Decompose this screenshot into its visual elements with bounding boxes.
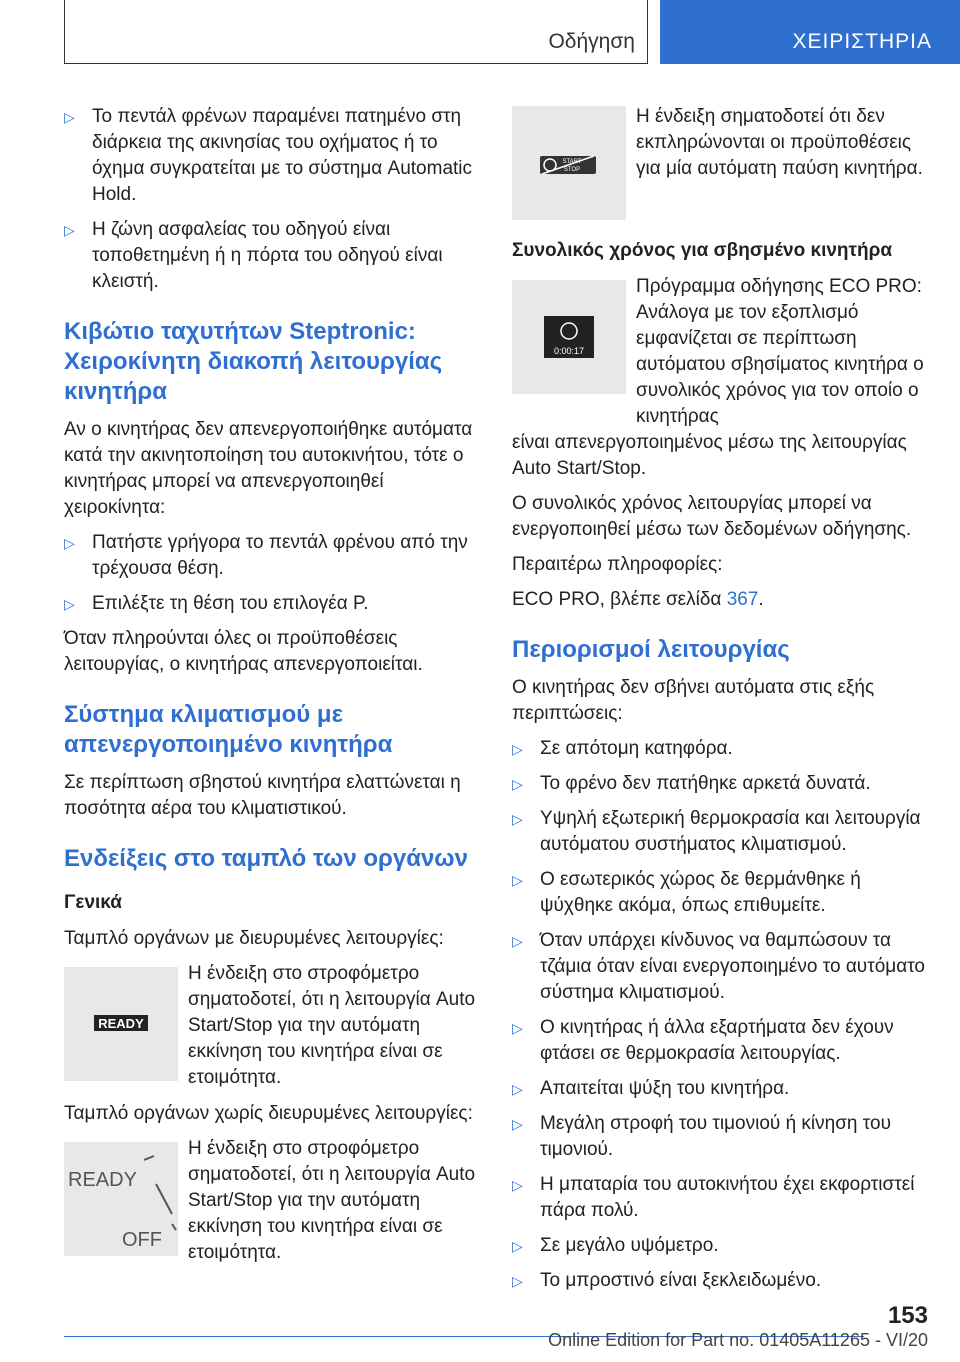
right-column (512, 104, 928, 1303)
ready-indicator-image (64, 967, 178, 1081)
figure-autostart-off (512, 104, 928, 218)
heading-general: Γενικά (64, 892, 122, 913)
paragraph: Ταμπλό οργάνων με διευρυμένες λειτουργίες: (64, 928, 444, 949)
triangle-bullet-icon: ▷ (64, 109, 75, 125)
triangle-bullet-icon: ▷ (512, 1177, 523, 1193)
stop-label: STOP (563, 167, 581, 173)
list-item: ▷ Υψηλή εξωτερική θερμοκρασία και λειτουργία αυτόματου συστήματος κλιματισμού. (512, 808, 921, 855)
list-item: ▷ Απαιτείται ψύξη του κινητήρα. (512, 1076, 928, 1102)
start-label: START (562, 159, 582, 165)
paragraph: Όταν πληρούνται όλες οι προϋποθέσεις λειτουργίας, ο κινητήρας απενεργοποιείται. (64, 628, 423, 675)
section-title: Οδήγηση (548, 30, 635, 53)
heading-limits: Περιορισμοί λειτουργίας (512, 636, 790, 663)
figure-caption: Η ένδειξη σηματοδοτεί ότι δεν εκπληρώνονται οι προϋποθέσεις για μία αυτόματη παύση κινητήρα. (636, 106, 923, 179)
triangle-bullet-icon: ▷ (512, 1020, 523, 1036)
timer-value: 0:00:17 (553, 346, 585, 356)
list-item: ▷ Ο κινητήρας ή άλλα εξαρτήματα δεν έχουν φτάσει σε θερμοκρασία λειτουργίας. (512, 1017, 894, 1064)
left-column (64, 104, 480, 1276)
triangle-bullet-icon: ▷ (512, 933, 523, 949)
triangle-bullet-icon: ▷ (512, 776, 523, 792)
list-item: ▷ Η μπαταρία του αυτοκινήτου έχει εκφορτιστεί πάρα πολύ. (512, 1174, 915, 1221)
figure-timer (512, 274, 928, 430)
paragraph: Ο συνολικός χρόνος λειτουργίας μπορεί να ενεργοποιηθεί μέσω των δεδομένων οδήγησης. (512, 493, 912, 540)
ready-off-gauge-image (64, 1142, 178, 1256)
triangle-bullet-icon: ▷ (512, 1081, 523, 1097)
triangle-bullet-icon: ▷ (64, 222, 75, 238)
list-item: ▷ Μεγάλη στροφή του τιμονιού ή κίνηση του τιμονιού. (512, 1113, 891, 1160)
chapter-tab (660, 0, 960, 64)
triangle-bullet-icon: ▷ (512, 1116, 523, 1132)
triangle-bullet-icon: ▷ (64, 535, 75, 551)
list-item: ▷ Το μπροστινό είναι ξεκλειδωμένο. (512, 1268, 928, 1294)
ready-label: READY (98, 1016, 144, 1031)
gauge-ready-label: READY (68, 1169, 137, 1191)
heading-steptronic: Κιβώτιο ταχυτήτων Steptronic: Χειροκίνητη διακοπή λειτουργίας κινητήρα (64, 318, 443, 405)
list-item: ▷ Ο εσωτερικός χώρος δε θερμάνθηκε ή ψύχθηκε ακόμα, όπως επιθυμείτε. (512, 869, 861, 916)
figure-ready-off (64, 1136, 480, 1266)
list-item: ▷ Σε μεγάλο υψόμετρο. (512, 1233, 928, 1259)
triangle-bullet-icon: ▷ (512, 1238, 523, 1254)
page-header (64, 0, 960, 64)
heading-total-time: Συνολικός χρόνος για σβησμένο κινητήρα (512, 240, 893, 261)
figure-caption: Πρόγραμμα οδήγησης ECO PRO: Ανάλογα με τον εξοπλισμό εμφανίζεται σε περίπτωση αυτόματου σβησίματος κινητήρα ο συνολικός χρόνος για τον οποίο ο κινητήρας (636, 276, 924, 427)
list-item: ▷ Η ζώνη ασφαλείας του οδηγού είναι τοποθετημένη ή η πόρτα του οδηγού είναι κλειστή. (64, 219, 443, 292)
limits-list (512, 736, 928, 1294)
triangle-bullet-icon: ▷ (512, 1273, 523, 1289)
list-item: ▷ Όταν υπάρχει κίνδυνος να θαμπώσουν τα τζάμια όταν είναι ενεργοποιημένο το αυτόματο σύστημα κλιματισμού. (512, 930, 926, 1003)
paragraph: είναι απενεργοποιημένος μέσω της λειτουργίας Auto Start/Stop. (512, 432, 907, 479)
timer-indicator-image (512, 280, 626, 394)
heading-climate: Σύστημα κλιματισμού με απενεργοποιημένο κινητήρα (64, 701, 393, 758)
list-item: ▷ Σε απότομη κατηφόρα. (512, 736, 928, 762)
paragraph: Ο κινητήρας δεν σβήνει αυτόματα στις εξής περιπτώσεις: (512, 677, 875, 724)
list-item: ▷ Επιλέξτε τη θέση του επιλογέα P. (64, 591, 480, 617)
page-link[interactable]: 367 (726, 589, 759, 610)
list-item: ▷ Πατήστε γρήγορα το πεντάλ φρένου από την τρέχουσα θέση. (64, 532, 468, 579)
figure-caption: Η ένδειξη στο στροφόμετρο σηματοδοτεί, ότι η λειτουργία Auto Start/Stop για την αυτόματη εκκίνηση του κινητήρα είναι σε ετοιμότητα. (188, 1138, 476, 1263)
paragraph: Ταμπλό οργάνων χωρίς διευρυμένες λειτουργίες: (64, 1103, 473, 1124)
triangle-bullet-icon: ▷ (512, 741, 523, 757)
triangle-bullet-icon: ▷ (512, 811, 523, 827)
figure-caption: Η ένδειξη στο στροφόμετρο σηματοδοτεί, ότι η λειτουργία Auto Start/Stop για την αυτόματη εκκίνηση του κινητήρα είναι σε ετοιμότητα. (188, 963, 476, 1088)
heading-indicators: Ενδείξεις στο ταμπλό των οργάνων (64, 845, 468, 872)
paragraph: Αν ο κινητήρας δεν απενεργοποιήθηκε αυτόματα κατά την ακινητοποίηση του αυτοκινήτου, τότε ο κινητήρας μπορεί να απενεργοποιηθεί χειροκίνητα: (64, 419, 473, 518)
section-tab (64, 0, 648, 64)
start-stop-indicator-image (512, 106, 626, 220)
paragraph: Περαιτέρω πληροφορίες: (512, 554, 723, 575)
triangle-bullet-icon: ▷ (512, 872, 523, 888)
chapter-title: ΧΕΙΡΙΣΤΗΡΙΑ (792, 30, 932, 53)
figure-ready (64, 961, 480, 1091)
edition-text: Online Edition for Part no. 01405A11265 - VI/20 (548, 1330, 928, 1350)
list-item: ▷ Το φρένο δεν πατήθηκε αρκετά δυνατά. (512, 771, 928, 797)
list-item: ▷ Το πεντάλ φρένων παραμένει πατημένο στη διάρκεια της ακινησίας του οχήματος ή το όχημα συγκρατείται με το σύστημα Automatic Hold. (64, 106, 473, 205)
paragraph-reference: ECO PRO, βλέπε σελίδα 367. (512, 589, 764, 610)
gauge-off-label: OFF (122, 1229, 162, 1251)
paragraph: Σε περίπτωση σβηστού κινητήρα ελαττώνεται η ποσότητα αέρα του κλιματιστικού. (64, 772, 461, 819)
page-number: 153 (887, 1302, 928, 1329)
triangle-bullet-icon: ▷ (64, 596, 75, 612)
